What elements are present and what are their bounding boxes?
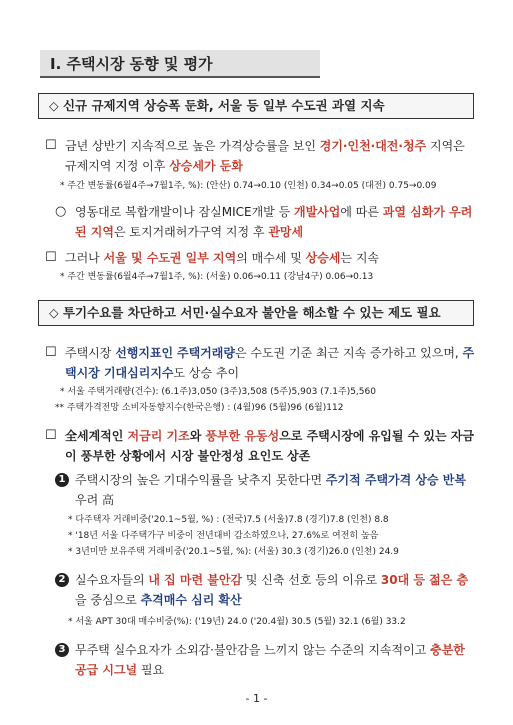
circle-bullet-icon: ○ <box>55 204 67 219</box>
page-number: - 1 - <box>245 692 268 705</box>
note-i1c: * 3년미만 보유주택 거래비중('20.1~5월, %): (서울) 30.3 (경기)26.0 (인천) 24.9 <box>68 547 399 557</box>
paragraph-1: ☐ 금년 상반기 지속적으로 높은 가격상승률을 보인 경기·인천·대전·청주 지역은 규제지역 지정 이후 상승세가 둔화 <box>45 138 465 173</box>
checkbox-icon: ☐ <box>45 250 57 265</box>
item-1: 1 주택시장의 높은 기대수익률을 낮추지 못한다면 주기적 주택가격 상승 반복 우려 高 <box>55 470 475 510</box>
checkbox-icon: ☐ <box>45 428 57 443</box>
banner-demand: ◇ 투기수요를 차단하고 서민·실수요자 불안을 해소할 수 있는 제도 필요 <box>38 300 474 326</box>
note-4a: * 서울 주택거래량(건수): (6.1주)3,050 (3주)3,508 (5주)5,903 (7.1주)5,560 <box>60 387 376 397</box>
section-title: Ⅰ. 주택시장 동향 및 평가 <box>40 50 320 78</box>
note-3: * 주간 변동률(6월4주→7월1주, %): (서울) 0.06→0.11 (강남4구) 0.06→0.13 <box>60 272 374 282</box>
checkbox-icon: ☐ <box>45 138 57 153</box>
number-1-icon: 1 <box>55 473 69 487</box>
checkbox-icon: ☐ <box>45 345 57 360</box>
item-3: 3 무주택 실수요자가 소외감·불안감을 느끼지 않는 수준의 지속적이고 충분한 공급 시그널 필요 <box>55 640 475 680</box>
item-2: 2 실수요자들의 내 집 마련 불안감 및 신축 선호 등의 이유로 30대 등 젊은 층을 중심으로 추격매수 심리 확산 <box>55 570 475 610</box>
banner-regulation: ◇ 신규 규제지역 상승폭 둔화, 서울 등 일부 수도권 과열 지속 <box>38 93 474 119</box>
note-i1b: * '18년 서울 다주택가구 비중이 전년대비 감소하였으나, 27.6%로 여전히 높음 <box>68 531 379 541</box>
note-i2: * 서울 APT 30대 매수비중(%): ('19년) 24.0 ('20.4월) 30.5 (5월) 32.1 (6월) 33.2 <box>68 617 406 627</box>
paragraph-5: ☐ 全세계적인 저금리 기조와 풍부한 유동성으로 주택시장에 유입될 수 있는 자금이 풍부한 상황에서 시장 불안정성 요인도 상존 <box>45 428 474 463</box>
number-3-icon: 3 <box>55 643 69 657</box>
note-4b: ** 주택가격전망 소비자동향지수(한국은행) : (4월)96 (5월)96 (6월)112 <box>55 403 344 413</box>
paragraph-2: ○ 영동대로 복합개발이나 잠실MICE개발 등 개발사업에 따른 과열 심화가 우려된 지역은 토지거래허가구역 지정 후 관망세 <box>55 204 473 239</box>
note-i1a: * 다주택자 거래비중('20.1~5월, %) : (전국)7.5 (서울)7.8 (경기)7.8 (인천) 8.8 <box>68 515 389 525</box>
number-2-icon: 2 <box>55 573 69 587</box>
paragraph-3: ☐ 그러나 서울 및 수도권 일부 지역의 매수세 및 상승세는 지속 <box>45 248 475 268</box>
paragraph-4: ☐ 주택시장 선행지표인 주택거래량은 수도권 기준 최근 지속 증가하고 있으며, 주택시장 기대심리지수도 상승 추이 <box>45 345 475 380</box>
note-1: * 주간 변동률(6월4주→7월1주, %): (안산) 0.74→0.10 (인천) 0.34→0.05 (대전) 0.75→0.09 <box>60 181 437 191</box>
